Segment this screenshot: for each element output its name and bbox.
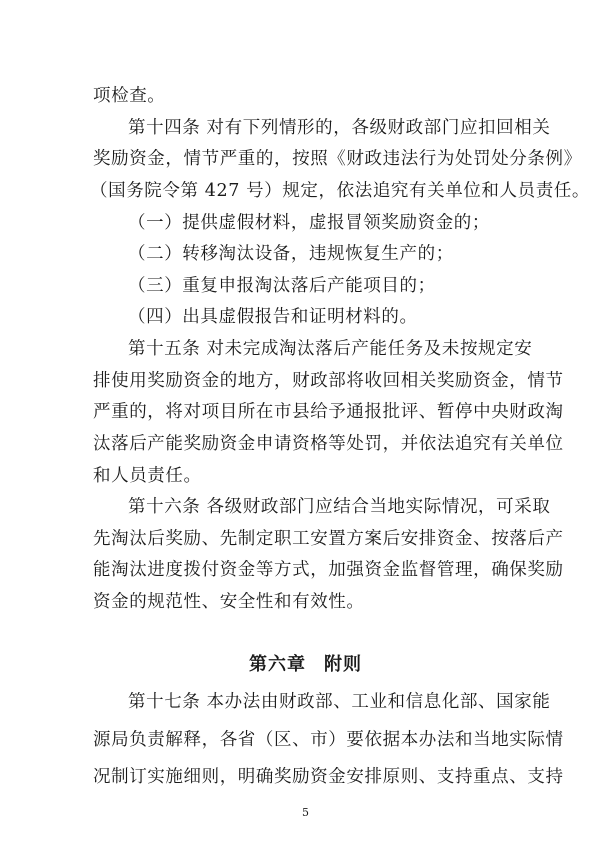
text-line: （三）重复申报淘汰落后产能项目的； bbox=[128, 276, 436, 296]
chapter-number: 第六章 bbox=[249, 654, 306, 675]
text-line: 第十五条 对未完成淘汰落后产能任务及未按规定安 bbox=[128, 339, 533, 359]
chapter-title: 附则 bbox=[324, 654, 362, 675]
text-line: 资金的规范性、安全性和有效性。 bbox=[93, 592, 365, 612]
text-line: 先淘汰后奖励、先制定职工安置方案后安排资金、按落后产 bbox=[93, 529, 564, 549]
text-line: 排使用奖励资金的地方，财政部将收回相关奖励资金，情节 bbox=[93, 371, 564, 391]
text-line: （二）转移淘汰设备，违规恢复生产的； bbox=[128, 244, 454, 264]
text-line: 项检查。 bbox=[93, 86, 166, 106]
chapter-heading bbox=[0, 654, 611, 676]
text-line: 严重的，将对项目所在市县给予通报批评、暂停中央财政淘 bbox=[93, 402, 564, 422]
text-line: 源局负责解释，各省（区、市）要依据本办法和当地实际情 bbox=[93, 730, 564, 750]
text-line: 汰落后产能奖励资金申请资格等处罚，并依法追究有关单位 bbox=[93, 434, 564, 454]
text-line: 况制订实施细则，明确奖励资金安排原则、支持重点、支持 bbox=[93, 767, 564, 787]
text-line: 第十六条 各级财政部门应结合当地实际情况，可采取 bbox=[128, 497, 551, 517]
text-line: （一）提供虚假材料，虚报冒领奖励资金的； bbox=[128, 213, 490, 233]
text-line: 能淘汰进度拨付资金等方式，加强资金监督管理，确保奖励 bbox=[93, 560, 564, 580]
page-number: 5 bbox=[302, 806, 309, 819]
text-line: 和人员责任。 bbox=[93, 466, 202, 486]
text-line: 奖励资金，情节严重的，按照《财政违法行为处罚处分条例》 bbox=[93, 149, 582, 169]
text-line: （国务院令第 427 号）规定，依法追究有关单位和人员责任。 bbox=[90, 181, 591, 201]
text-line: （四）出具虚假报告和证明材料的。 bbox=[128, 307, 418, 327]
text-line: 第十四条 对有下列情形的，各级财政部门应扣回相关 bbox=[128, 118, 551, 138]
text-line: 第十七条 本办法由财政部、工业和信息化部、国家能 bbox=[128, 692, 551, 712]
